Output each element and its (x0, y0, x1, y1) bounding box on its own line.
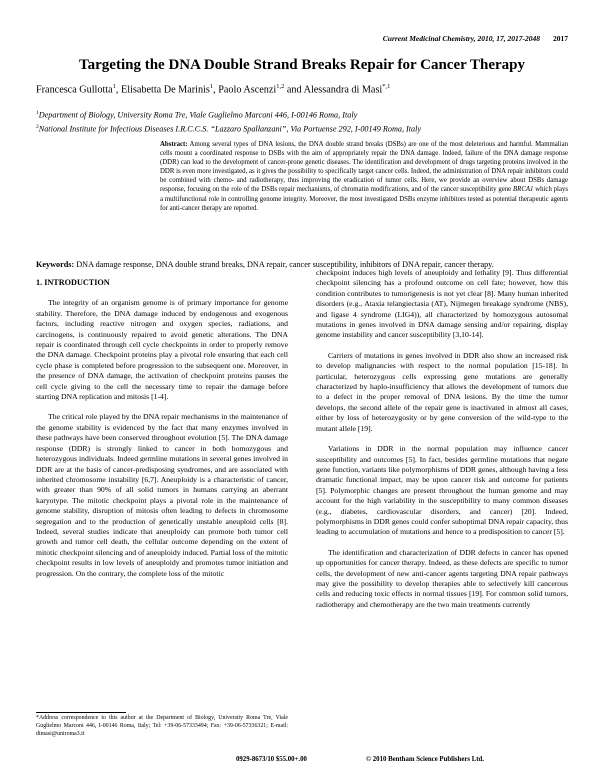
section-heading: 1. INTRODUCTION (36, 278, 110, 287)
author-separator: , (115, 84, 122, 96)
author-separator: , (213, 84, 219, 96)
author-name: Paolo Ascenzi (218, 84, 277, 96)
article-title: Targeting the DNA Double Strand Breaks Repair for Cancer Therapy (79, 57, 525, 73)
footnote-rule (36, 712, 126, 713)
body-paragraph: The critical role played by the DNA repair mechanisms in the maintenance of the genome stability is evidenced by the fact that many enzymes involved in these pathways have been conserved throughout evolution [5]. The DNA damage response (DDR) is strongly linked to cancer in both homozygous and heterozygous individuals. Indeed germline mutations in several genes involved in DDR are at the basis of cancer-predisposing syndromes, and are associated with inherited chromosome instability [6,7]. Aneuploidy is a characteristic of cancer, with greater than 90% of all solid tumors in humans carrying an aberrant karyotype. The mitotic checkpoint plays a pivotal role in the maintenance of genome stability, disruption of mitosis often leading to defects in chromosome segregation and to the production of genetically unstable aneuploid cells [8]. Indeed, several studies indicate that aneuploidy can promote both tumor cell growth and tumor cell death, the cellular outcome depending on the extent of mitotic checkpoint silencing and of aneuploidy induced. Partial loss of the mitotic checkpoint results in low levels of aneuploidy and promotes tumor initiation and progression. On the contrary, the complete loss of the mitotic (36, 412, 288, 578)
body-paragraph: Variations in DDR in the normal population may influence cancer susceptibility and outcomes [5]. In fact, besides germline mutations that negate gene function, variants like polymorphisms of DDR genes, although having a less dramatic functional impact, may be upon cancer risk and outcome for patients [5]. Polymorphic changes are present throughout the human genome and may account for the high variability in the susceptibility to many common diseases (e.g., diabetes, cardiovascular disorders, and cancer) [20]. Indeed, polymorphisms in DDR genes could confer suboptimal DNA repair capacity, thus leading to accumulation of mutations and hence to a predisposition to cancer [5]. (316, 444, 568, 537)
page-number: 2017 (553, 34, 568, 43)
abstract-label: Abstract: (160, 141, 188, 148)
author-affiliation-mark: 1,2 (276, 83, 285, 90)
abstract-text: which plays a multifunctional role in controlling genome integrity. Moreover, the most investigated DSBs enzyme inhibitors tested as potential therapeutic agents for anti-cancer therapy are reported. (160, 186, 569, 212)
left-column (36, 268, 288, 589)
abstract-gene-name: BRCA1 (513, 186, 534, 194)
running-head (36, 34, 568, 46)
author-name: Francesca Gullotta (36, 84, 113, 96)
keywords-label: Keywords: (36, 260, 75, 269)
body-paragraph: The integrity of an organism genome is of primary importance for genome stability. Therefore, the DNA damage induced by endogenous and exogenous factors, including reactive nitrogen and oxygen species, radiations, and carcinogens, is continuously repaired to avoid genetic alterations. The DNA repair is coordinated through cell cycle checkpoints in order to properly remove the DNA damage. Checkpoint proteins play a pivotal role ensuring that each cell cycle phase is completed before progression to the subsequent one. Moreover, in the presence of DNA damage, the activation of checkpoint proteins pauses the cell cycle giving to the cell the necessary time to repair the damage before starting DNA replication and mitosis [1-4]. (36, 298, 288, 402)
body-paragraph: Carriers of mutations in genes involved in DDR also show an increased risk to develop malignancies with respect to the normal population [15-18]. In particular, heterozygous cells expressing gene mutations are generally characterized by haplo-insufficiency that allows the development of tumors due to a defect in the proper removal of DNA lesions. By the time the tumor develops, the second allele of the repair gene is inactivated in almost all cases, either by loss of heterozygosity or by gene conversion of the wild-type to the mutant allele [19]. (316, 350, 568, 433)
author-separator: and (284, 84, 304, 96)
affiliation-text: Department of Biology, University Roma Tre, Viale Guglielmo Marconi 446, I-00146 Roma, Italy (38, 110, 358, 120)
body-paragraph: checkpoint induces high levels of aneuploidy and lethality [9]. Thus differential checkpoint silencing has a profound outcome on cell fate; however, how this condition contributes to tumorigenesis is not yet clear [8]. Many human inherited disorders (e.g., Ataxia telangiectasia (AT), Nijmegen breakage syndrome (NBS), and ligase 4 syndrome (LIG4)), all characterized by homozygous autosomal mutations in genes involved in DNA damage sensing and/or repairing, display genome instability and cancer susceptibility [3,10-14]. (316, 268, 568, 340)
author-affiliation-mark: 1 (209, 83, 214, 90)
author-name: Elisabetta De Marinis (121, 84, 210, 96)
issn-price: 0929-8673/10 $55.00+.00 (236, 756, 307, 763)
author-list (36, 80, 568, 96)
author-name: Alessandra di Masi (303, 84, 383, 96)
affiliation (36, 108, 568, 121)
abstract (160, 140, 568, 213)
body-paragraph: The identification and characterization of DDR defects in cancer has opened up opportunities for cancer therapy. Indeed, as these defects are specific to tumor cells, the development of new anti-cancer agents targeting DNA repair pathways may give the possibility to develop therapies able to selectively kill cancerous cells and reducing toxic effects in normal tissues [19]. For common solid tumors, radiotherapy and chemotherapy are the two main treatments currently (316, 547, 568, 609)
right-column (316, 268, 568, 620)
affiliation (36, 122, 568, 135)
affiliation-mark: 1 (36, 110, 39, 116)
keywords-text: DNA damage response, DNA double strand breaks, DNA repair, cancer susceptibility, inhibitors of DNA repair, cancer therapy. (74, 260, 494, 269)
copyright: © 2010 Bentham Science Publishers Ltd. (366, 756, 484, 763)
author-affiliation-mark: *,1 (382, 83, 391, 90)
author-affiliation-mark: 1 (112, 83, 116, 90)
affiliation-mark: 2 (36, 124, 39, 130)
abstract-text: Among several types of DNA lesions, the DNA double strand breaks (DSBs) are one of the most deleterious and harmful. Mammalian cells mount a coordinated response to DSBs with the aim of appropriately repair the DNA damage. Indeed, failure of the DNA damage response (DDR) can lead to the development of cancer-prone genetic diseases. The identification and development of drugs targeting proteins involved in the DDR is even more investigated, as it gives the possibility to specifically target cancer cells. Indeed, the administration of DNA repair inhibitors could be combined with chemo- and radiotherapy, thus improving the eradication of tumor cells. Here, we provide an overview about DSBs damage response, focusing on the role of the DSBs repair mechanisms, of chromatin modifications, and of the cancer susceptibility gene (160, 141, 568, 194)
journal-citation: Current Medicinal Chemistry, 2010, 17, 2017-2048 (382, 34, 540, 43)
correspondence-footnote: *Address correspondence to this author at the Department of Biology, University Roma Tre, Viale Guglielmo Marconi 446, I-00146 Roma, Italy; Tel: +39-06-57333494; Fax: +39-06-57336321; E-mail: dimasi@uniroma3.it (36, 715, 288, 737)
affiliation-text: National Institute for Infectious Diseases I.R.C.C.S. “Lazzaro Spallanzani”, Via Portuense 292, I-00149 Roma, Italy (38, 124, 422, 134)
